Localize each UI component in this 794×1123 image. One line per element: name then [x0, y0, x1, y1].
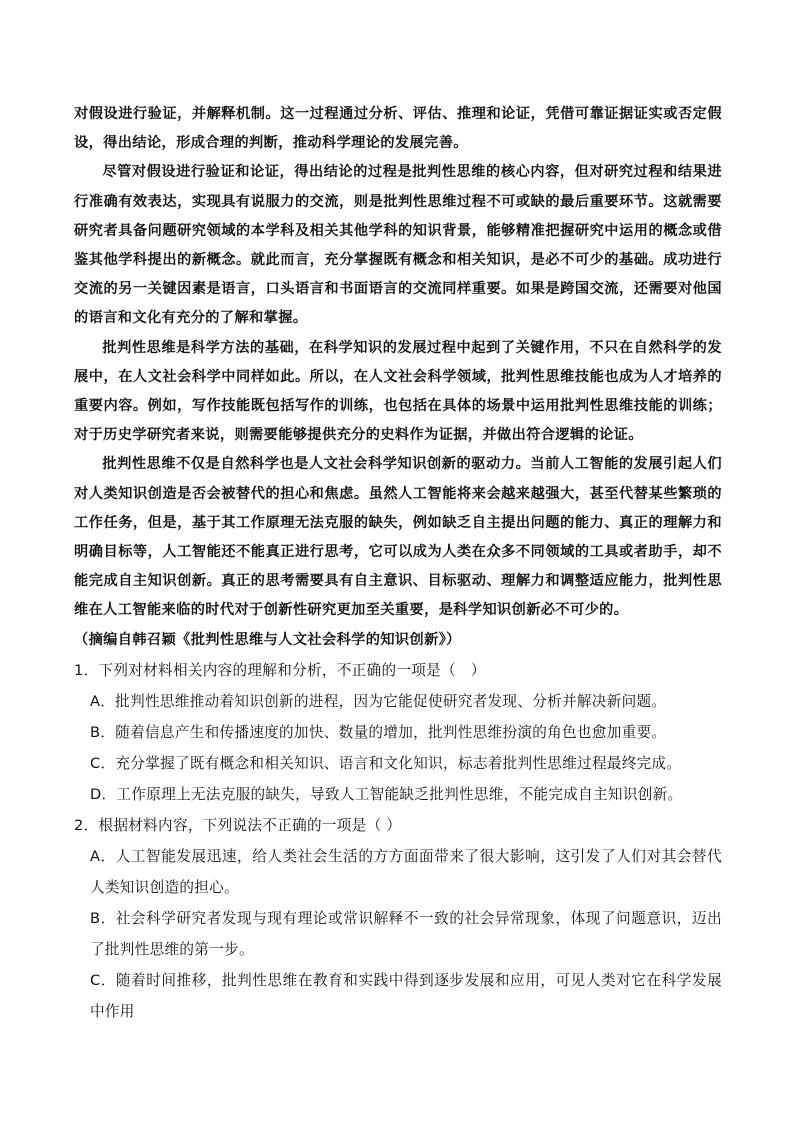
passage-paragraph-2: 尽管对假设进行验证和论证，得出结论的过程是批判性思维的核心内容，但对研究过程和结果进行准确有效表达，实现具有说服力的交流，则是批判性思维过程不可或缺的最后重要环节。这就需要研究者具备问题研究领域的本学科及相关其他学科的知识背景，能够精准把握研究中运用的概念或借鉴其他学科提出的新概念。就此而言，充分掌握既有概念和相关知识，是必不可少的基础。成功进行交流的另一关键因素是语言，口头语言和书面语言的交流同样重要。如果是跨国交流，还需要对他国的语言和文化有充分的了解和掌握。 [74, 164, 722, 327]
question-1 [74, 655, 722, 810]
question-stem: 2．根据材料内容，下列说法不正确的一项是（ ） [74, 816, 402, 834]
question-stem: 1．下列对材料相关内容的理解和分析，不正确的一项是（ ） [74, 661, 486, 679]
passage-source: （摘编自韩召颖《批判性思维与人文社会科学的知识创新》） [74, 631, 461, 648]
question-list [74, 655, 722, 1027]
option-c: C．充分掌握了既有概念和相关知识、语言和文化知识，标志着批判性思维过程最终完成。 [90, 754, 682, 772]
option-c: C．随着时间推移，批判性思维在教育和实践中得到逐步发展和应用，可见人类对它在科学发展中作用 [90, 971, 722, 1020]
option-b: B．社会科学研究者发现与现有理论或常识解释不一致的社会异常现象，体现了问题意识，迈出了批判性思维的第一步。 [90, 909, 722, 958]
option-d: D．工作原理上无法克服的缺失，导致人工智能缺乏批判性思维，不能完成自主知识创新。 [90, 785, 683, 803]
option-b: B．随着信息产生和传播速度的加快、数量的增加，批判性思维扮演的角色也愈加重要。 [90, 723, 667, 741]
question-2 [74, 810, 722, 1027]
page-content [74, 100, 722, 1027]
option-a: A．批判性思维推动着知识创新的进程，因为它能促使研究者发现、分析并解决新问题。 [90, 692, 667, 710]
reading-passage [74, 100, 722, 655]
passage-paragraph-3: 批判性思维是科学方法的基础，在科学知识的发展过程中起到了关键作用，不只在自然科学的发展中，在人文社会科学中同样如此。所以，在人文社会科学领域，批判性思维技能也成为人才培养的重要内容。例如，写作技能既包括写作的训练，也包括在具体的场景中运用批判性思维技能的训练；对于历史学研究者来说，则需要能够提供充分的史料作为证据，并做出符合逻辑的论证。 [74, 339, 722, 444]
passage-paragraph-4: 批判性思维不仅是自然科学也是人文社会科学知识创新的驱动力。当前人工智能的发展引起人们对人类知识创造是否会被替代的担心和焦虑。虽然人工智能将来会越来越强大，甚至代替某些繁琐的工作任务，但是，基于其工作原理无法克服的缺失，例如缺乏自主提出问题的能力、真正的理解力和明确目标等，人工智能还不能真正进行思考，它可以成为人类在众多不同领域的工具或者助手，却不能完成自主知识创新。真正的思考需要具有自主意识、目标驱动、理解力和调整适应能力，批判性思维在人工智能来临的时代对于创新性研究更加至关重要，是科学知识创新必不可少的。 [74, 456, 722, 619]
passage-paragraph-1: 对假设进行验证，并解释机制。这一过程通过分析、评估、推理和论证，凭借可靠证据证实或否定假设，得出结论，形成合理的判断，推动科学理论的发展完善。 [74, 106, 722, 152]
option-a: A．人工智能发展迅速，给人类社会生活的方方面面带来了很大影响，这引发了人们对其会替代人类知识创造的担心。 [90, 847, 722, 896]
